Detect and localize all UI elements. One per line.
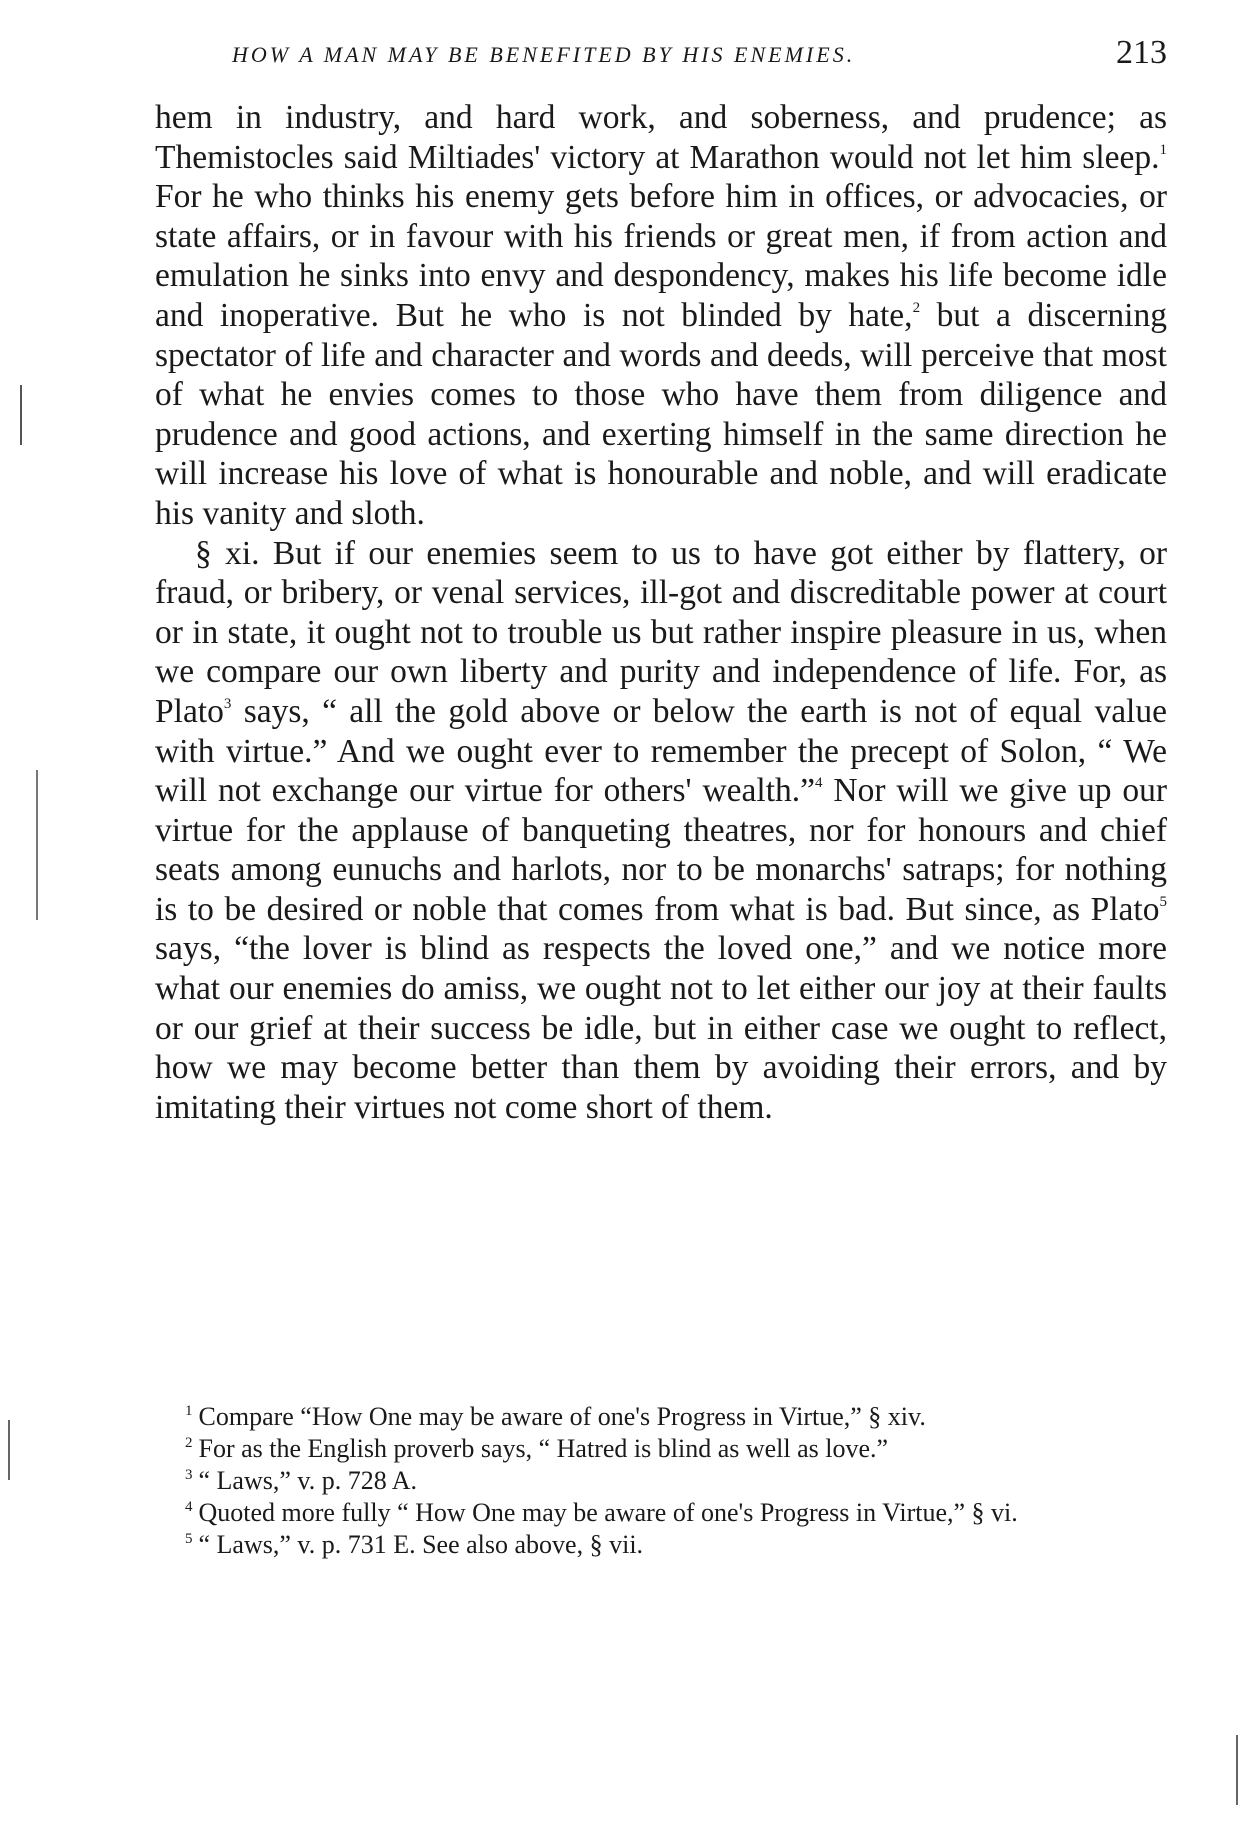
footnote-2	[155, 1433, 1167, 1465]
footnote-ref-4: 4	[815, 775, 823, 792]
footnote-number: 3	[185, 1467, 193, 1483]
paragraph-1-text-b: For he who thinks his enemy gets before him in offices, or advocacies, or state affairs, or in favour with his friends or great men, if from action and emulation he sinks into envy and despondency, makes his life become idle and inoperative. But he who is not blinded by hate,	[155, 178, 1167, 334]
footnote-4	[155, 1497, 1167, 1529]
footnote-number: 1	[185, 1403, 193, 1419]
main-text	[155, 98, 1167, 1127]
paragraph-1-text-c: but a discerning spectator of life and character and words and deeds, will perceive that most of what he envies comes to those who have them from diligence and prudence and good actions, and exerting himself in the same direction he will increase his love of what is honourable and noble, and will eradicate his vanity and sloth.	[155, 296, 1167, 532]
paragraph-2	[155, 534, 1167, 1128]
section-marker: § xi.	[195, 534, 260, 572]
footnote-ref-1: 1	[1159, 141, 1167, 158]
footnote-ref-5: 5	[1159, 893, 1167, 910]
paragraph-2-text-a: But if our enemies seem to us to have got either by flattery, or fraud, or bribery, or venal services, ill-got and discreditable power at court or in state, it ought not to trouble us but rather inspire pleasure in us, when we compare our own liberty and purity and independence of life. For, as Plato	[155, 534, 1167, 730]
paragraph-1-text-a: hem in industry, and hard work, and soberness, and prudence; as Themistocles said Miltiades' victory at Marathon would not let him sleep.	[155, 99, 1167, 176]
paragraph-2-text-c: Nor will we give up our virtue for the applause of banqueting theatres, nor for honours and chief seats among eunuchs and harlots, nor to be monarchs' satraps; for nothing is to be desired or noble that comes from what is bad. But since, as Plato	[155, 772, 1168, 928]
footnote-3	[155, 1465, 1167, 1497]
scan-mark	[1236, 1735, 1238, 1805]
footnote-text: Quoted more fully “ How One may be aware of one's Progress in Virtue,” § vi.	[198, 1498, 1018, 1527]
scan-mark	[20, 385, 22, 445]
paragraph-2-text-b: says, “ all the gold above or below the earth is not of equal value with virtue.” And we ought ever to remember the precept of Solon, “ We will not exchange our virtue for others' wealth.”	[155, 692, 1167, 810]
footnote-number: 4	[185, 1499, 193, 1515]
paragraph-1	[155, 98, 1167, 534]
footnote-text: “ Laws,” v. p. 728 A.	[198, 1466, 418, 1495]
footnote-ref-3: 3	[223, 695, 232, 712]
scan-mark	[8, 1420, 10, 1480]
footnote-text: Compare “How One may be aware of one's Progress in Virtue,” § xiv.	[198, 1402, 926, 1431]
footnote-number: 2	[185, 1435, 193, 1451]
paragraph-2-text-d: says, “the lover is blind as respects the loved one,” and we notice more what our enemies do amiss, we ought not to let either our joy at their faults or our grief at their success be idle, but in either case we ought to reflect, how we may become better than them by avoiding their errors, and by imitating their virtues not come short of them.	[155, 930, 1167, 1126]
footnote-text: “ Laws,” v. p. 731 E. See also above, § vii.	[198, 1530, 644, 1559]
footnotes	[155, 1401, 1167, 1561]
page-header	[232, 34, 1167, 78]
footnote-5	[155, 1529, 1167, 1561]
footnote-ref-2: 2	[912, 299, 921, 316]
footnote-text: For as the English proverb says, “ Hatred is blind as well as love.”	[198, 1434, 889, 1463]
footnote-1	[155, 1401, 1167, 1433]
scan-mark	[36, 770, 38, 920]
running-title: HOW A MAN MAY BE BENEFITED BY HIS ENEMIES.	[232, 42, 856, 67]
footnote-number: 5	[185, 1531, 193, 1547]
page-number: 213	[1116, 34, 1167, 71]
